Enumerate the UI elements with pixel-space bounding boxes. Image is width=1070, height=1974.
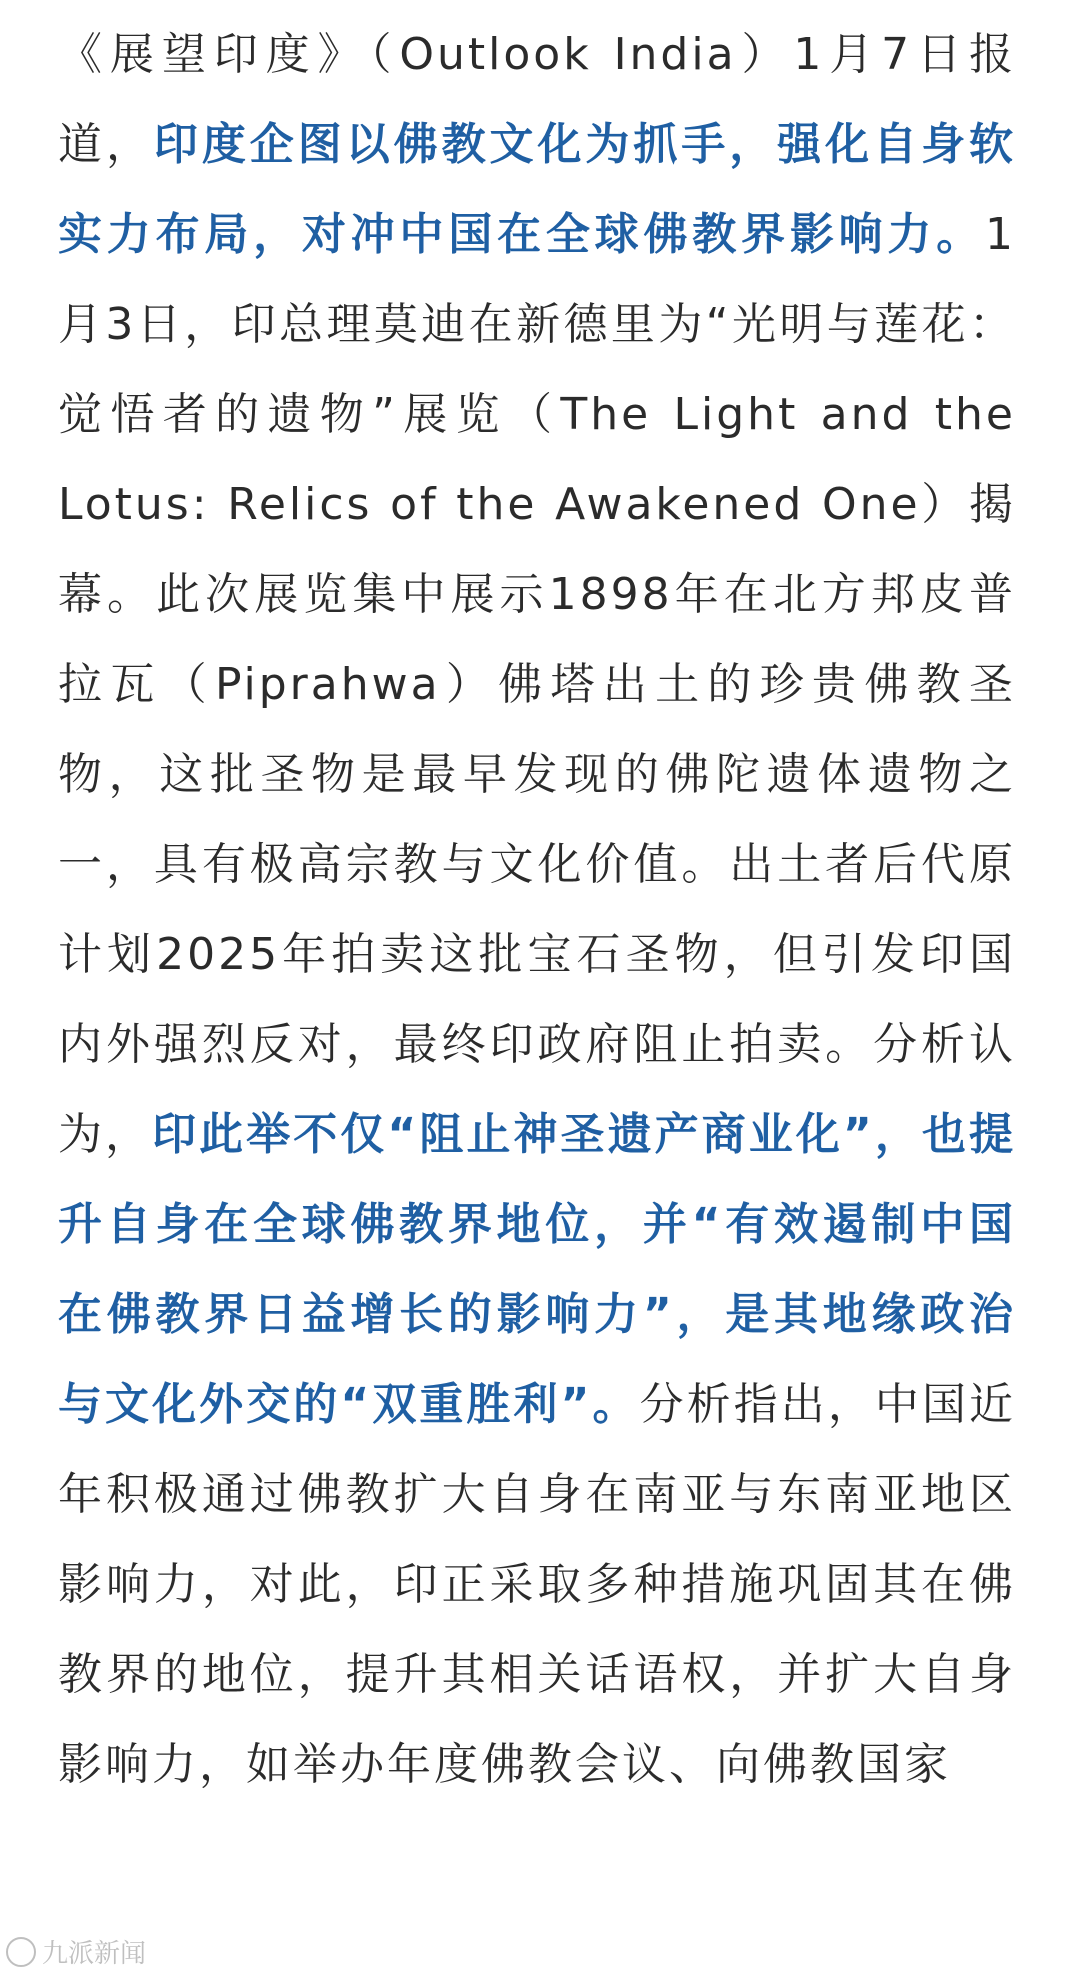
- highlight-segment: 印此举不仅“阻止神圣遗产商业化”，也提升自身在全球佛教界地位，并“有效遏制中国在佛教界日益增长的影响力”，是其地缘政治与文化外交的“双重胜利”。: [58, 1109, 1016, 1430]
- text-segment: 分析指出，中国近年积极通过佛教扩大自身在南亚与东南亚地区影响力，对此，印正采取多种措施巩固其在佛教界的地位，提升其相关话语权，并扩大自身影响力，如举办年度佛教会议、向佛教国家: [58, 1379, 1016, 1790]
- text-segment: 1月3日，印总理莫迪在新德里为“光明与莲花：觉悟者的遗物”展览（The Light and the Lotus: Relics of the Awakened One）揭幕。此次展览集中展示1898年在北方邦皮普拉瓦（Piprahwa）佛塔出土的珍贵佛教圣物，这批圣物是最早发现的佛陀遗体遗物之一，具有极高宗教与文化价值。出土者后代原计划2025年拍卖这批宝石圣物，但引发印国内外强烈反对，最终印政府阻止拍卖。分析认为，: [58, 209, 1016, 1160]
- text-segment: 《展望印度》（Outlook India）1月7日报道，: [58, 29, 1016, 170]
- article-body: [58, 10, 1016, 1810]
- highlight-segment: 印度企图以佛教文化为抓手，强化自身软实力布局，对冲中国在全球佛教界影响力。: [58, 119, 1017, 260]
- watermark-logo-icon: [6, 1937, 36, 1967]
- watermark: [6, 1933, 146, 1970]
- article-paragraph: [58, 10, 1016, 1810]
- watermark-text: 九派新闻: [42, 1939, 147, 1969]
